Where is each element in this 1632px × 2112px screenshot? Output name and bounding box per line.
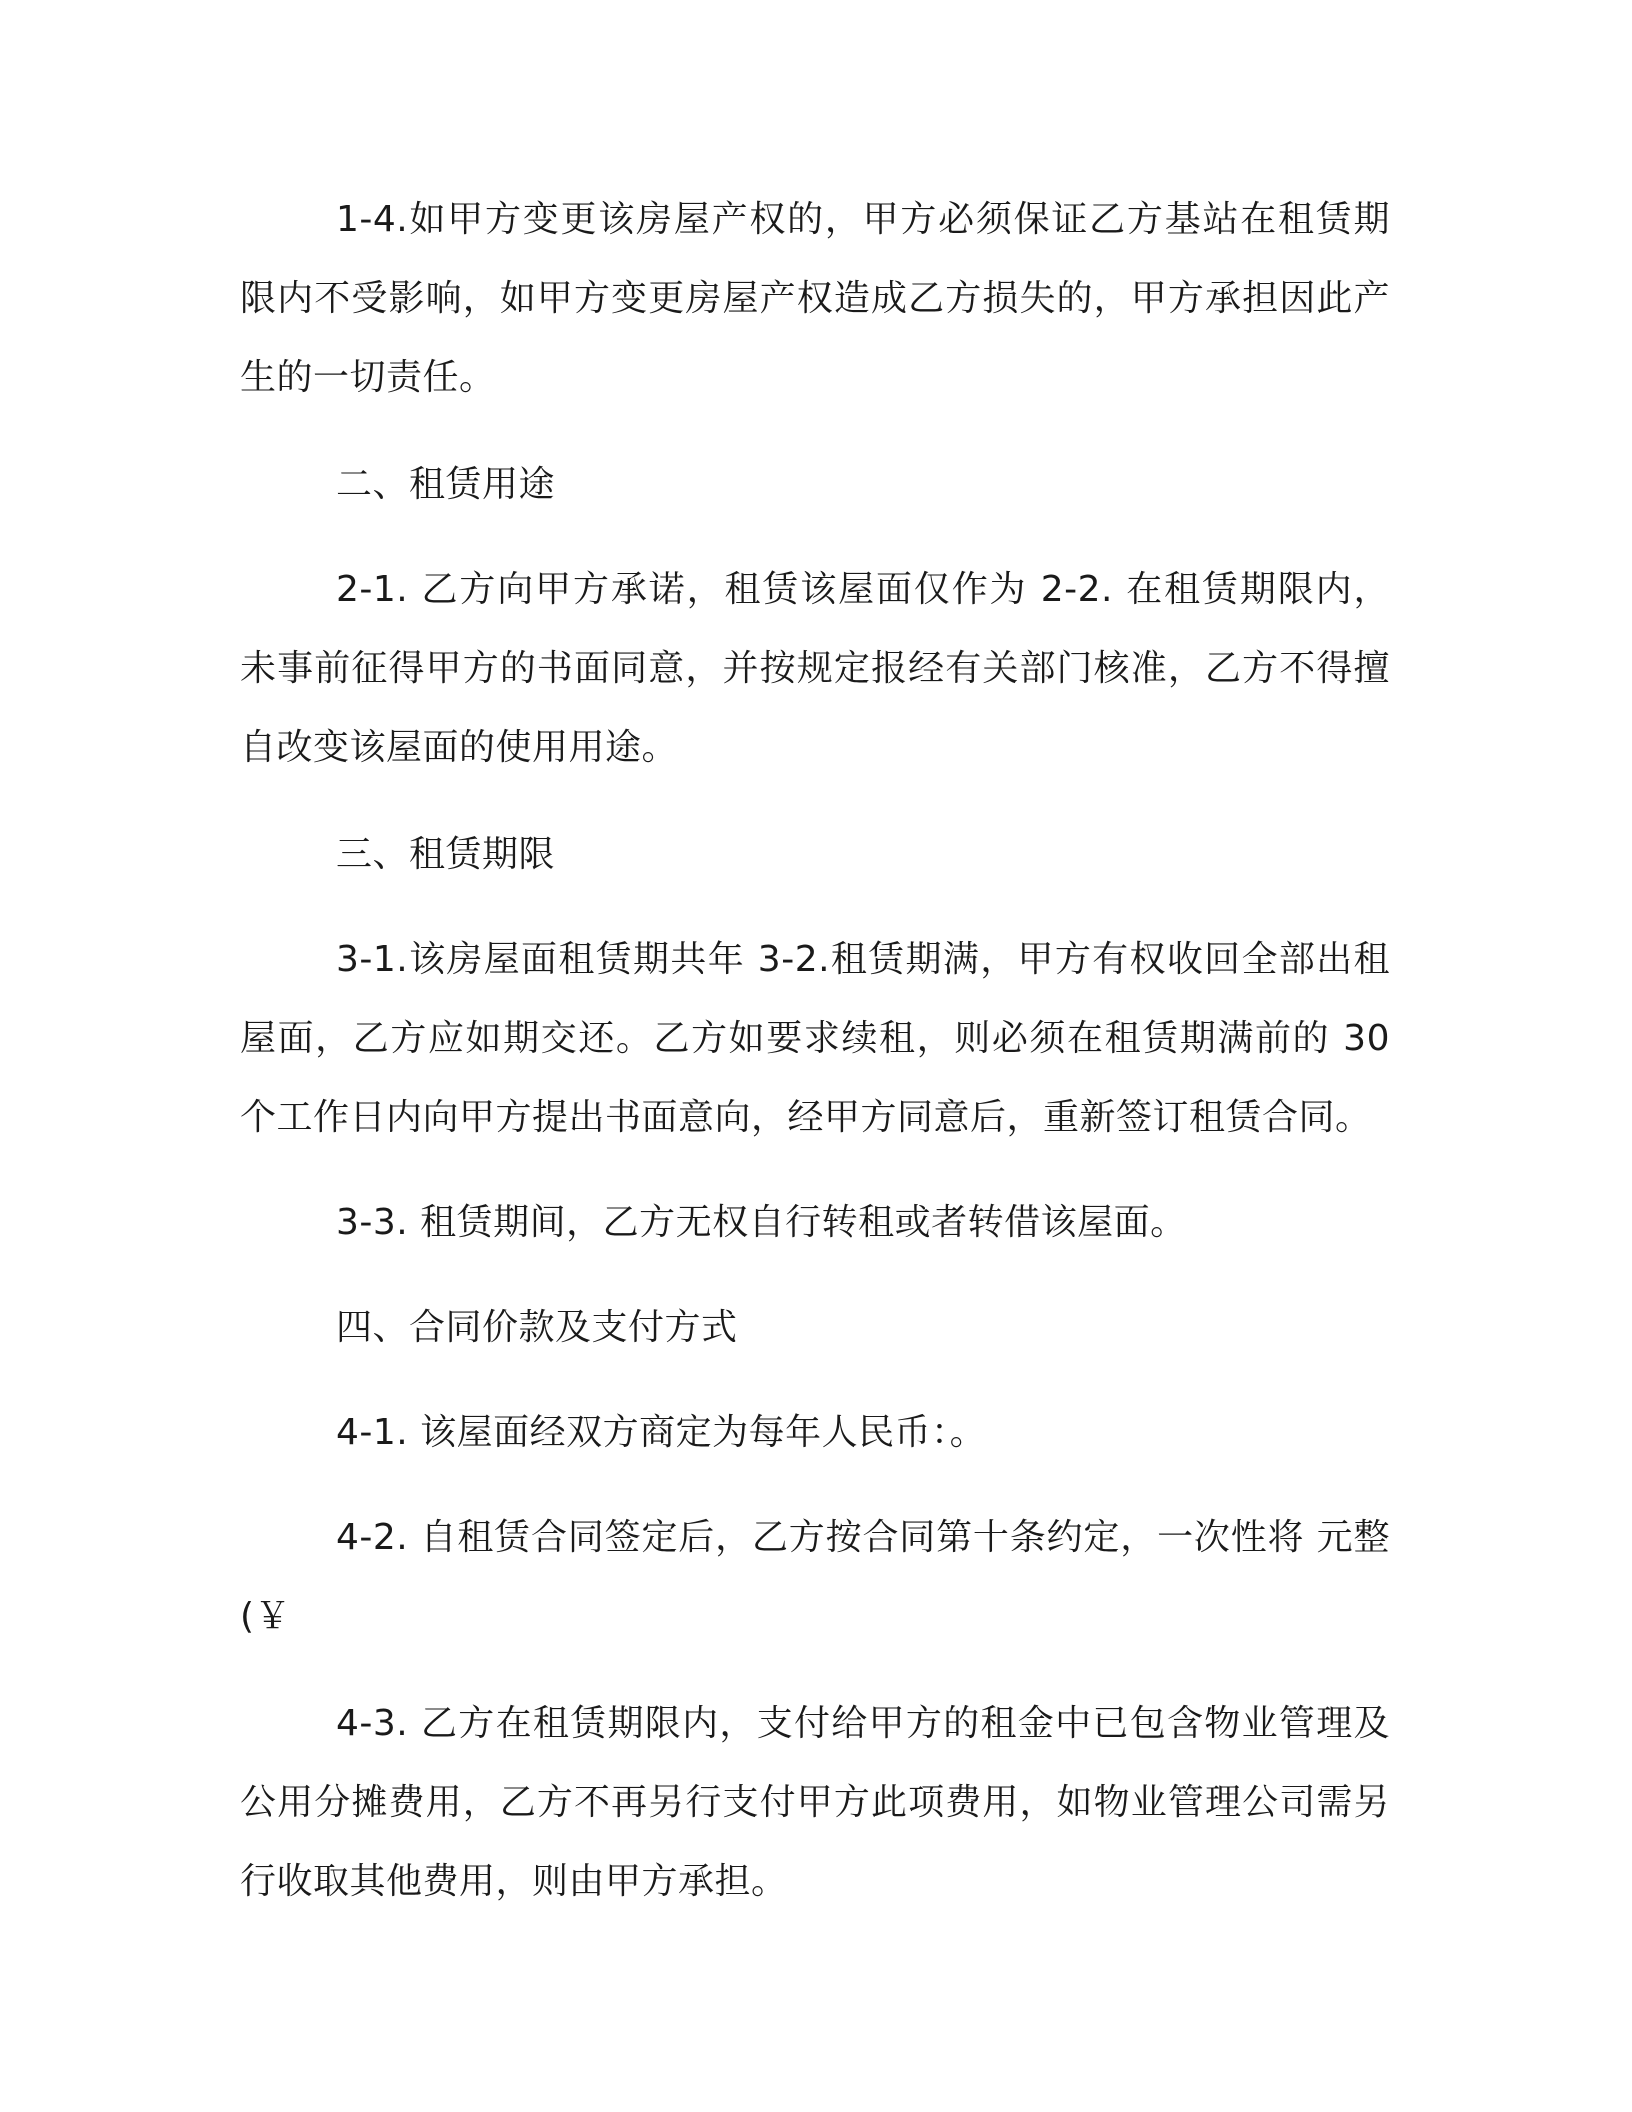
clause-4-2: 4-2. 自租赁合同签定后，乙方按合同第十条约定，一次性将 元整(￥ — [240, 1517, 1390, 1637]
clause-3-1: 3-1.该房屋面租赁期共年 3-2.租赁期满，甲方有权收回全部出租屋面，乙方应如期交还。乙方如要求续租，则必须在租赁期满前的 30 个工作日内向甲方提出书面意向，经甲方同意后，重新签订租赁合同。 — [240, 939, 1390, 1138]
clause-2-1: 2-1. 乙方向甲方承诺，租赁该屋面仅作为 2-2. 在租赁期限内，未事前征得甲方的书面同意，并按规定报经有关部门核准，乙方不得擅自改变该屋面的使用用途。 — [240, 569, 1390, 768]
section-heading-usage: 二、租赁用途 — [336, 464, 556, 505]
section-heading-term: 三、租赁期限 — [336, 834, 556, 875]
section-heading-payment: 四、合同价款及支付方式 — [336, 1307, 738, 1348]
document-body — [240, 180, 1390, 1921]
clause-3-3: 3-3. 租赁期间，乙方无权自行转租或者转借该屋面。 — [336, 1202, 1187, 1243]
clause-4-3: 4-3. 乙方在租赁期限内，支付给甲方的租金中已包含物业管理及公用分摊费用，乙方不再另行支付甲方此项费用，如物业管理公司需另行收取其他费用，则由甲方承担。 — [240, 1703, 1390, 1902]
clause-1-4: 1-4.如甲方变更该房屋产权的，甲方必须保证乙方基站在租赁期限内不受影响，如甲方变更房屋产权造成乙方损失的，甲方承担因此产生的一切责任。 — [240, 199, 1390, 398]
clause-4-1: 4-1. 该屋面经双方商定为每年人民币：。 — [336, 1412, 987, 1453]
